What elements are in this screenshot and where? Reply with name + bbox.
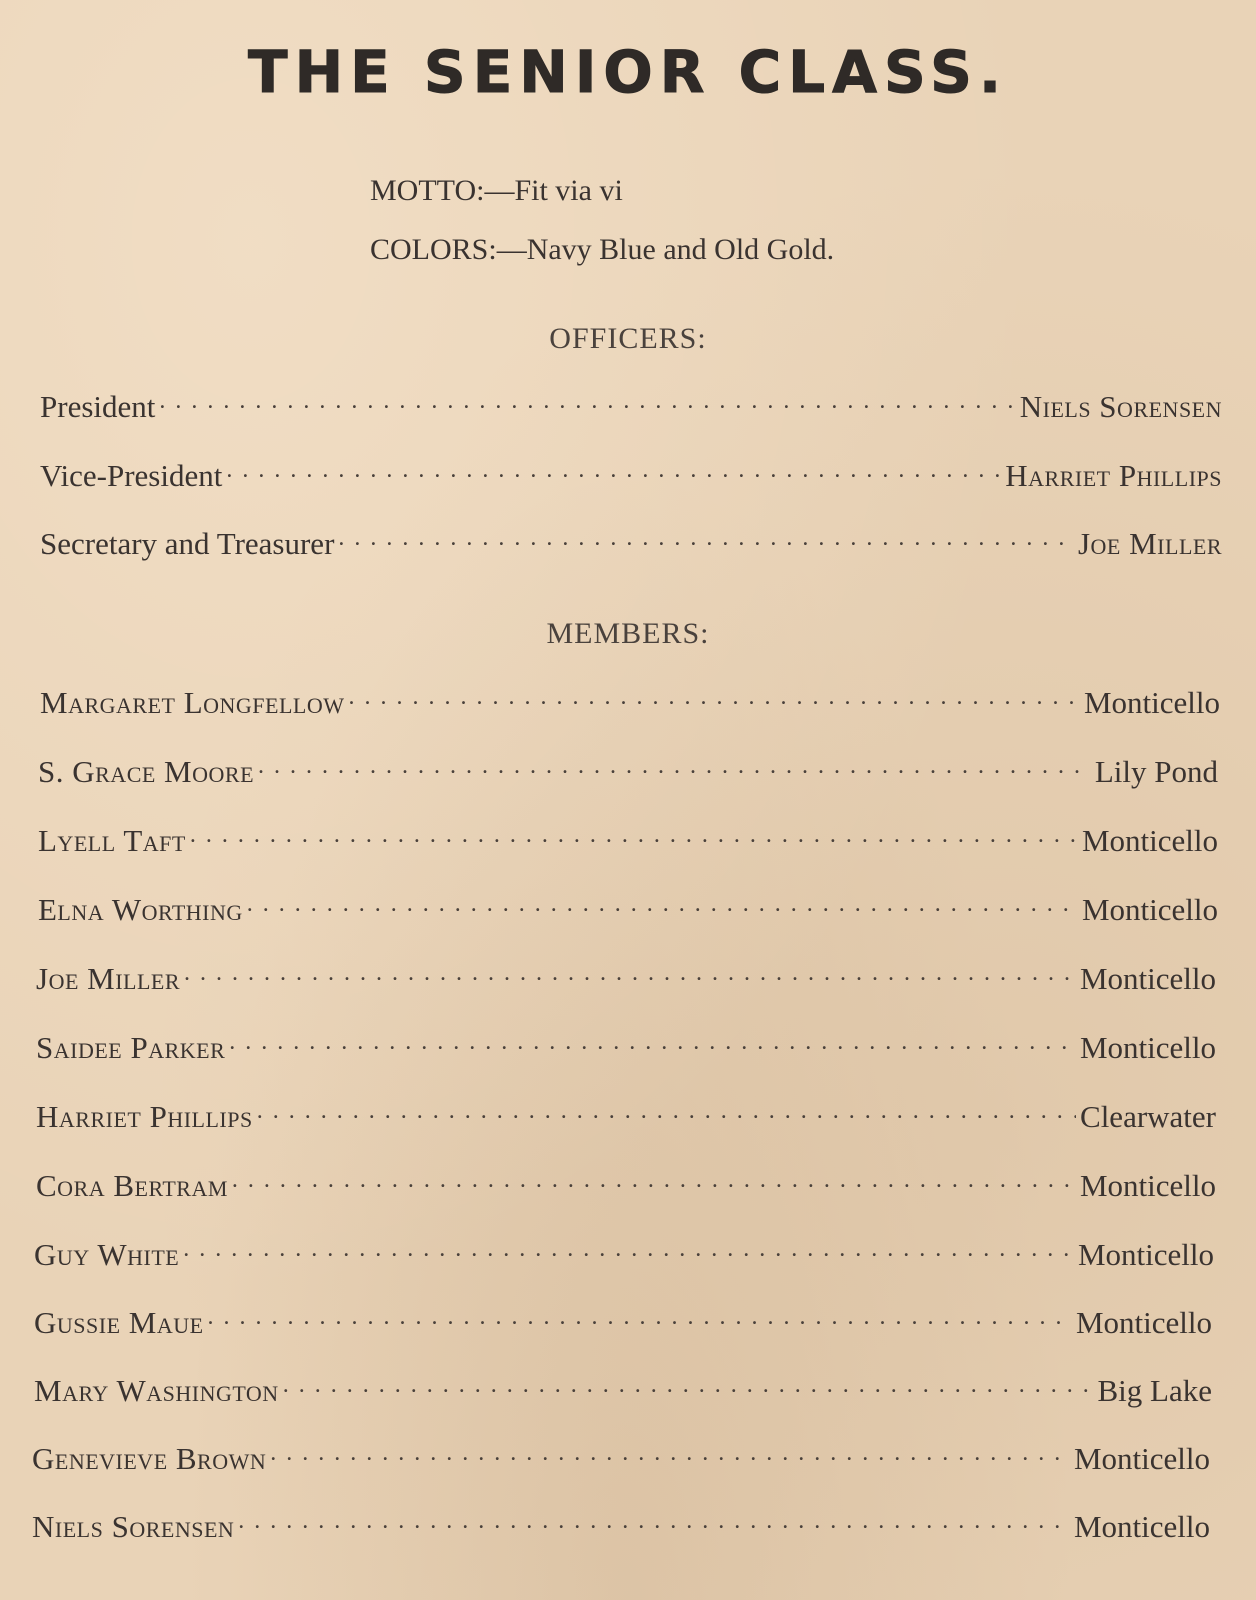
member-town: Monticello bbox=[1079, 1029, 1216, 1065]
class-motto: MOTTO:—Fit via vi bbox=[370, 174, 623, 207]
dot-leader bbox=[258, 749, 1091, 782]
dot-leader bbox=[349, 680, 1080, 713]
member-town: Monticello bbox=[1083, 684, 1220, 720]
dot-leader bbox=[257, 1094, 1076, 1127]
officer-name: Niels Sorensen bbox=[1019, 388, 1222, 424]
member-name: Saidee Parker bbox=[36, 1029, 226, 1065]
dot-leader bbox=[208, 1300, 1072, 1333]
member-row bbox=[36, 1094, 1216, 1135]
member-row bbox=[34, 1368, 1212, 1409]
dot-leader bbox=[159, 384, 1015, 417]
member-row bbox=[40, 680, 1220, 721]
member-town: Monticello bbox=[1079, 960, 1216, 996]
officer-role: Vice-President bbox=[40, 457, 223, 493]
member-name: Elna Worthing bbox=[38, 891, 243, 927]
member-town: Clearwater bbox=[1080, 1098, 1216, 1134]
member-town: Monticello bbox=[1081, 891, 1218, 927]
officer-row-secretary-treasurer bbox=[40, 521, 1222, 562]
member-name: Harriet Phillips bbox=[36, 1098, 253, 1134]
dot-leader bbox=[338, 521, 1074, 554]
class-colors: COLORS:—Navy Blue and Old Gold. bbox=[370, 233, 835, 266]
member-name: S. Grace Moore bbox=[38, 753, 255, 789]
members-heading: MEMBERS: bbox=[546, 617, 710, 650]
member-name: Gussie Maue bbox=[34, 1304, 204, 1340]
member-row bbox=[36, 1163, 1216, 1204]
member-town: Monticello bbox=[1079, 1167, 1216, 1203]
member-row bbox=[38, 818, 1218, 859]
dot-leader bbox=[238, 1504, 1070, 1537]
member-town: Monticello bbox=[1075, 1304, 1212, 1340]
officer-role: President bbox=[40, 388, 156, 424]
member-town: Big Lake bbox=[1097, 1372, 1212, 1408]
dot-leader bbox=[190, 818, 1078, 851]
member-town: Monticello bbox=[1073, 1440, 1210, 1476]
member-name: Joe Miller bbox=[36, 960, 181, 996]
officer-row-vice-president bbox=[40, 453, 1222, 494]
member-name: Margaret Longfellow bbox=[40, 684, 345, 720]
member-row bbox=[38, 887, 1218, 928]
member-row bbox=[34, 1232, 1214, 1273]
dot-leader bbox=[247, 887, 1078, 920]
member-name: Lyell Taft bbox=[38, 822, 186, 858]
member-town: Monticello bbox=[1081, 822, 1218, 858]
member-name: Niels Sorensen bbox=[32, 1508, 235, 1544]
member-name: Genevieve Brown bbox=[32, 1440, 267, 1476]
member-name: Mary Washington bbox=[34, 1372, 279, 1408]
member-town: Monticello bbox=[1073, 1508, 1210, 1544]
member-name: Guy White bbox=[34, 1236, 180, 1272]
officers-heading: OFFICERS: bbox=[549, 322, 707, 355]
member-row bbox=[36, 1025, 1216, 1066]
member-row bbox=[32, 1504, 1210, 1545]
dot-leader bbox=[270, 1436, 1070, 1469]
dot-leader bbox=[283, 1368, 1094, 1401]
member-name: Cora Bertram bbox=[36, 1167, 228, 1203]
dot-leader bbox=[229, 1025, 1076, 1058]
dot-leader bbox=[184, 956, 1076, 989]
member-row bbox=[36, 956, 1216, 997]
officer-role: Secretary and Treasurer bbox=[40, 525, 335, 561]
member-row bbox=[34, 1300, 1212, 1341]
member-town: Lily Pond bbox=[1094, 753, 1218, 789]
member-row bbox=[38, 749, 1218, 790]
member-row bbox=[32, 1436, 1210, 1477]
dot-leader bbox=[183, 1232, 1074, 1265]
page-title: THE SENIOR CLASS. bbox=[248, 38, 1008, 106]
officer-name: Joe Miller bbox=[1077, 525, 1222, 561]
officer-row-president bbox=[40, 384, 1222, 425]
dot-leader bbox=[232, 1163, 1076, 1196]
dot-leader bbox=[226, 453, 1001, 486]
officer-name: Harriet Phillips bbox=[1005, 457, 1222, 493]
member-town: Monticello bbox=[1077, 1236, 1214, 1272]
